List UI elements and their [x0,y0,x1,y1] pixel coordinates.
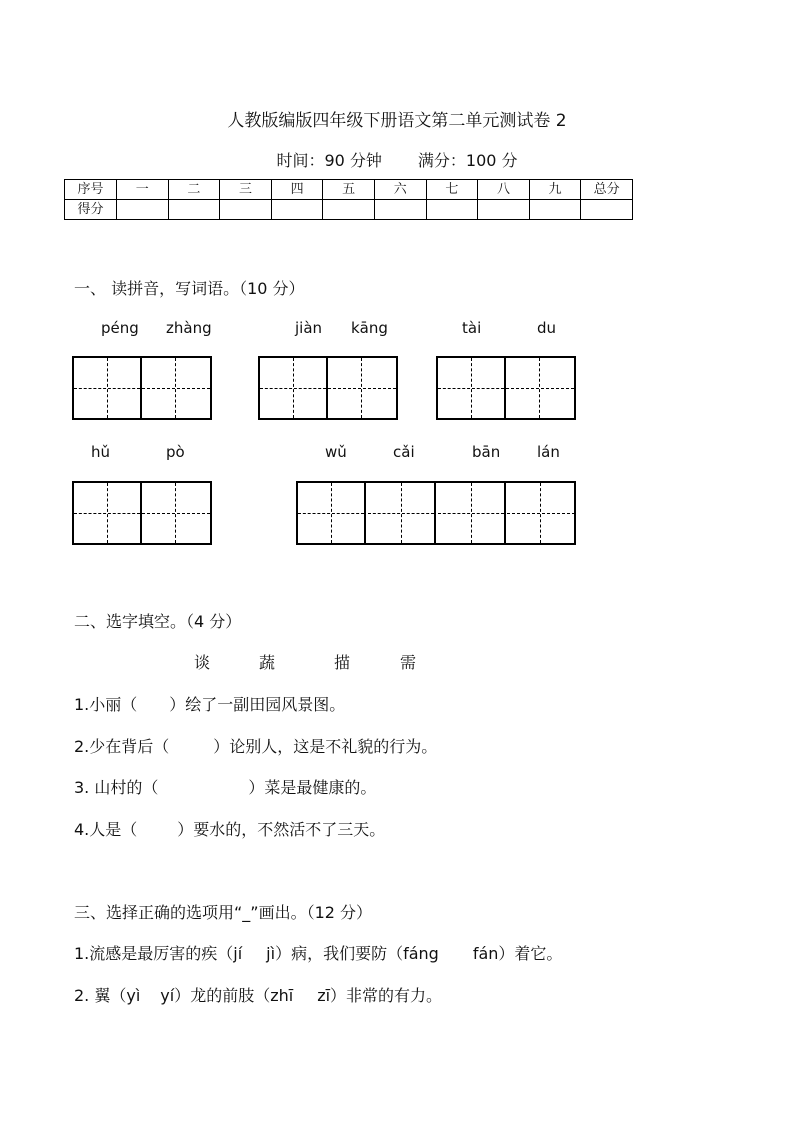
pinyin-label: wǔ [325,443,347,461]
question-3-1 [74,941,562,964]
question-3-2 [74,983,442,1006]
score-cell[interactable] [426,200,478,220]
pinyin-label: tài [462,319,482,337]
option-text[interactable]: 2. 翼（yì [74,986,141,1005]
pinyin-label: lán [537,443,560,461]
writing-cell[interactable] [368,483,436,543]
score-table-score-row [65,200,633,220]
option-text[interactable]: 1.流感是最厉害的疾（jí [74,944,243,963]
score-cell[interactable] [529,200,581,220]
option-text[interactable]: fán）着它。 [472,944,563,963]
table-cell: 七 [426,180,478,200]
writing-cell[interactable] [142,483,210,543]
table-cell: 得分 [65,200,117,220]
choice-char: 谈 [194,653,211,672]
question-2-4: 4.人是（ ）要水的，不然活不了三天。 [74,820,386,839]
score-cell[interactable] [168,200,220,220]
score-cell[interactable] [117,200,169,220]
writing-grid-pengzhang[interactable] [72,356,212,420]
section-1-heading: 一、 读拼音，写词语。（10 分） [74,279,305,298]
score-cell[interactable] [220,200,272,220]
writing-cell[interactable] [74,483,142,543]
option-text[interactable]: zī）非常的有力。 [317,986,443,1005]
table-cell: 二 [168,180,220,200]
table-cell: 五 [323,180,375,200]
choice-char: 蔬 [259,653,276,672]
question-2-2: 2.少在背后（ ）论别人，这是不礼貌的行为。 [74,737,438,756]
score-table [64,179,633,220]
pinyin-label: du [537,319,557,337]
table-cell: 八 [478,180,530,200]
question-2-3: 3. 山村的（ ）菜是最健康的。 [74,778,377,797]
writing-grid-wucaibanlan[interactable] [296,481,576,545]
score-cell[interactable] [271,200,323,220]
writing-cell[interactable] [298,483,366,543]
pinyin-label: hǔ [91,443,111,461]
exam-info [0,148,794,171]
writing-cell[interactable] [507,483,575,543]
score-cell[interactable] [374,200,426,220]
full-score-label: 满分：100 分 [417,151,518,170]
writing-cell[interactable] [438,483,506,543]
pinyin-label: péng [101,319,139,337]
pinyin-label: zhàng [166,319,212,337]
table-cell: 四 [271,180,323,200]
section-3-heading: 三、选择正确的选项用“_”画出。（12 分） [74,903,373,922]
table-cell: 一 [117,180,169,200]
table-cell: 三 [220,180,272,200]
score-table-header-row [65,180,633,200]
score-cell[interactable] [323,200,375,220]
table-cell: 六 [374,180,426,200]
time-label: 时间：90 分钟 [276,151,382,170]
writing-cell[interactable] [506,358,574,418]
page-title: 人教版编版四年级下册语文第二单元测试卷 2 [227,111,567,131]
writing-grid-hupo[interactable] [72,481,212,545]
writing-grid-taidu[interactable] [436,356,576,420]
option-text[interactable]: jì）病，我们要防（fáng [266,944,439,963]
pinyin-label: kāng [351,319,388,337]
option-text[interactable]: yí）龙的前肢（zhī [160,986,294,1005]
pinyin-label: bān [472,443,501,461]
writing-cell[interactable] [328,358,396,418]
writing-grid-jiankang[interactable] [258,356,398,420]
section-2-heading: 二、选字填空。（4 分） [74,612,242,631]
pinyin-label: jiàn [295,319,323,337]
choice-char: 描 [334,653,351,672]
pinyin-label: cǎi [393,443,415,461]
writing-cell[interactable] [142,358,210,418]
writing-cell[interactable] [260,358,328,418]
table-cell: 序号 [65,180,117,200]
score-cell[interactable] [478,200,530,220]
writing-cell[interactable] [74,358,142,418]
pinyin-label: pò [166,443,185,461]
writing-cell[interactable] [438,358,506,418]
question-2-1: 1.小丽（ ）绘了一副田园风景图。 [74,695,346,714]
score-cell[interactable] [581,200,633,220]
choice-char: 需 [400,653,417,672]
table-cell: 九 [529,180,581,200]
table-cell: 总分 [581,180,633,200]
